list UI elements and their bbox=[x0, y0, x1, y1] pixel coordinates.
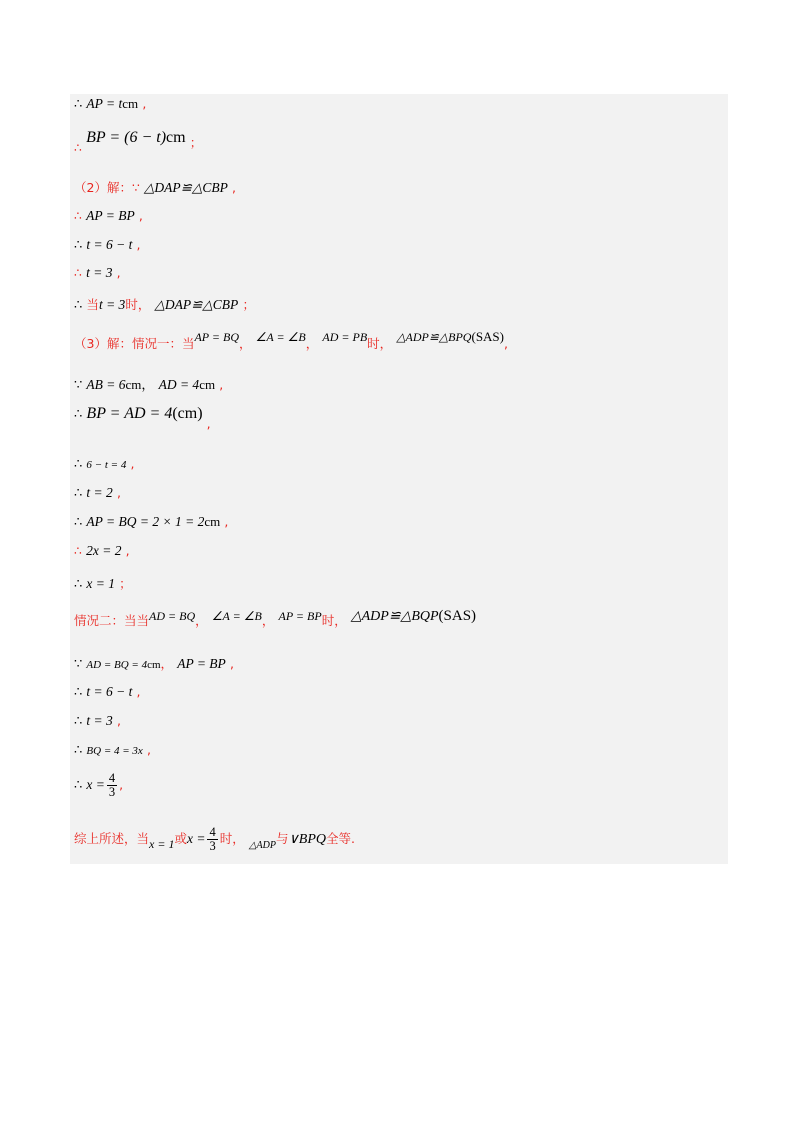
line-16: 情况二：当当AD = BQ， ∠A = ∠B， AP = BP时， △ADP≌△BQP(SAS) bbox=[74, 608, 477, 628]
line-22: 综上所述，当x = 1或x = $\frac{4}{3}$ 时， $_{\triangle ADP}$与∨BPQ全等. bbox=[74, 825, 355, 853]
line-9: ∵ AB = 6cm， AD = 4cm , bbox=[74, 377, 224, 393]
line-12: ∴ t = 2 , bbox=[74, 485, 121, 501]
line-15: ∴ x = 1 ； bbox=[74, 576, 132, 592]
line-5: ∴ t = 6 − t , bbox=[74, 237, 141, 253]
solution-panel bbox=[70, 94, 728, 864]
line-3: （2）解：∵ △DAP≌△CBP , bbox=[74, 180, 236, 195]
line-14: ∴ 2x = 2 , bbox=[74, 543, 130, 558]
line-6: ∴ t = 3 , bbox=[74, 265, 121, 280]
line-19: ∴ t = 3 , bbox=[74, 713, 121, 729]
line-13: ∴ AP = BQ = 2 × 1 = 2cm , bbox=[74, 514, 229, 530]
line-8: （3）解：情况一：当AP = BQ， ∠A = ∠B， AD = PB时， △ADP≌△BPQ(SAS), bbox=[74, 329, 508, 351]
line-7: ∴ 当t = 3时， △DAP≌△CBP ； bbox=[74, 297, 255, 313]
line-1: ∴ AP = tcm , bbox=[74, 96, 147, 112]
line-20: ∴ BQ = 4 = 3x , bbox=[74, 742, 151, 758]
line-17: ∵ AD = BQ = 4cm， AP = BP , bbox=[74, 656, 234, 672]
line-4: ∴ AP = BP , bbox=[74, 208, 143, 223]
line-18: ∴ t = 6 − t , bbox=[74, 684, 141, 700]
line-10: ∴ BP = AD = 4(cm) , bbox=[74, 405, 211, 431]
line-2: ∴ BP = (6 − t)cm ； bbox=[74, 129, 203, 155]
fraction: $\frac{4}{3}$ bbox=[209, 825, 216, 853]
line-11: ∴ 6 − t = 4 , bbox=[74, 456, 135, 472]
line-21: ∴ x = $\frac{4}{3}$ , bbox=[74, 771, 124, 799]
fraction: $\frac{4}{3}$ bbox=[108, 771, 116, 799]
